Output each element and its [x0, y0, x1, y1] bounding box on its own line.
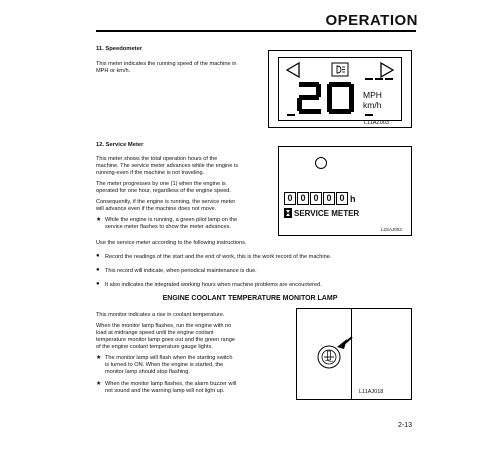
speed-unit-kmh: km/h	[363, 100, 382, 110]
service-meter-figure-id: L2SAJ003	[381, 227, 402, 232]
right-arrow-icon	[381, 63, 393, 77]
header-rule	[96, 30, 416, 32]
speedometer-display	[278, 57, 402, 121]
coolant-p2-3: temperature monitor lamp goes out and the green range	[96, 337, 235, 343]
speedometer-text-2: MPH or km/h.	[96, 68, 131, 74]
coolant-figure-id: L11AJ018	[359, 389, 384, 395]
service-meter-p2-2: operated for one hour, regardless of the engine speed.	[96, 188, 231, 194]
star-marker: ★	[96, 381, 102, 387]
bullet-marker: ●	[96, 253, 100, 259]
counter-digit: 0	[336, 192, 348, 205]
service-meter-label-row	[284, 208, 359, 218]
speedometer-figure-id: L11AZ003	[364, 120, 389, 126]
coolant-p2-1: When the monitor lamp flashes, run the engine with no	[96, 323, 232, 329]
instructions-bullet-2: This record will indicate, when periodical maintenance is due.	[105, 268, 257, 274]
coolant-lamp-figure	[296, 308, 412, 400]
counter-digit: 0	[323, 192, 335, 205]
star-marker: ★	[96, 217, 102, 223]
service-meter-p3-2: will advance even if the machine does not move.	[96, 206, 217, 212]
coolant-star1-3: monitor lamp should stop flashing.	[105, 369, 190, 375]
service-meter-label: SERVICE METER	[294, 208, 360, 218]
service-meter-p2-1: The meter progresses by one (1) when the engine is	[96, 181, 226, 187]
pilot-lamp-icon	[314, 156, 328, 170]
speed-digit-0	[327, 82, 354, 114]
service-meter-panel	[280, 148, 410, 218]
hourglass-icon	[284, 208, 292, 218]
service-meter-p1-3: running-even if the machine is not traveling.	[96, 170, 205, 176]
coolant-p2-2: load at midrange speed until the engine coolant	[96, 330, 214, 336]
left-arrow-icon	[287, 63, 299, 77]
star-marker: ★	[96, 355, 102, 361]
page-title: OPERATION	[325, 12, 418, 29]
service-meter-p3-1: Consequently, if the engine is running, the service meter	[96, 199, 236, 205]
service-meter-p1-1: This meter shows the total operation hours of the	[96, 156, 218, 162]
speedometer-figure	[268, 50, 412, 128]
counter-digit: 0	[297, 192, 309, 205]
coolant-p1: This monitor indicates a rise in coolant temperature.	[96, 312, 225, 318]
service-meter-star1-1: While the engine is running, a green pilot lamp on the	[105, 217, 238, 223]
service-meter-p1-2: machine. The service meter advances while the engine is	[96, 163, 238, 169]
speed-digit-2	[297, 82, 321, 114]
coolant-star1-1: The monitor lamp will flash when the starting switch	[105, 355, 233, 361]
counter-digit: 0	[310, 192, 322, 205]
headlight-icon-frame	[332, 63, 348, 76]
coolant-star2-2: not sound and the warning lamp will not light up.	[105, 388, 225, 394]
instructions-bullet-1: Record the readings of the start and the end of work, this is the work record of the machine.	[105, 254, 332, 260]
coolant-star1-2: is turned to ON. When the engine is started, the	[105, 362, 224, 368]
counter-unit: h	[350, 194, 356, 204]
coolant-lamp-title: ENGINE COOLANT TEMPERATURE MONITOR LAMP	[162, 295, 338, 302]
service-meter-figure	[278, 146, 412, 236]
speedometer-text-1: This meter indicates the running speed of the machine in	[96, 61, 237, 67]
coolant-star2-1: When the monitor lamp flashes, the alarm buzzer will	[105, 381, 237, 387]
bullet-marker: ●	[96, 281, 100, 287]
page-number: 2-13	[397, 422, 412, 429]
service-meter-star1-2: service meter flashes to show the meter advances.	[105, 224, 231, 230]
speedometer-heading: 11. Speedometer	[96, 46, 143, 52]
counter-digit: 0	[284, 192, 296, 205]
service-meter-heading: 12. Service Meter	[96, 142, 144, 148]
speed-unit-mph: MPH	[363, 90, 382, 100]
hour-counter	[284, 192, 356, 206]
coolant-temperature-lamp-icon	[315, 335, 365, 375]
bullet-marker: ●	[96, 267, 100, 273]
instructions-intro: Use the service meter according to the following instructions.	[96, 240, 247, 246]
instructions-bullet-3: It also indicates the integrated working hours when machine problems are encountered.	[105, 282, 322, 288]
coolant-p2-4: of the engine coolant temperature gauge lights.	[96, 344, 213, 350]
